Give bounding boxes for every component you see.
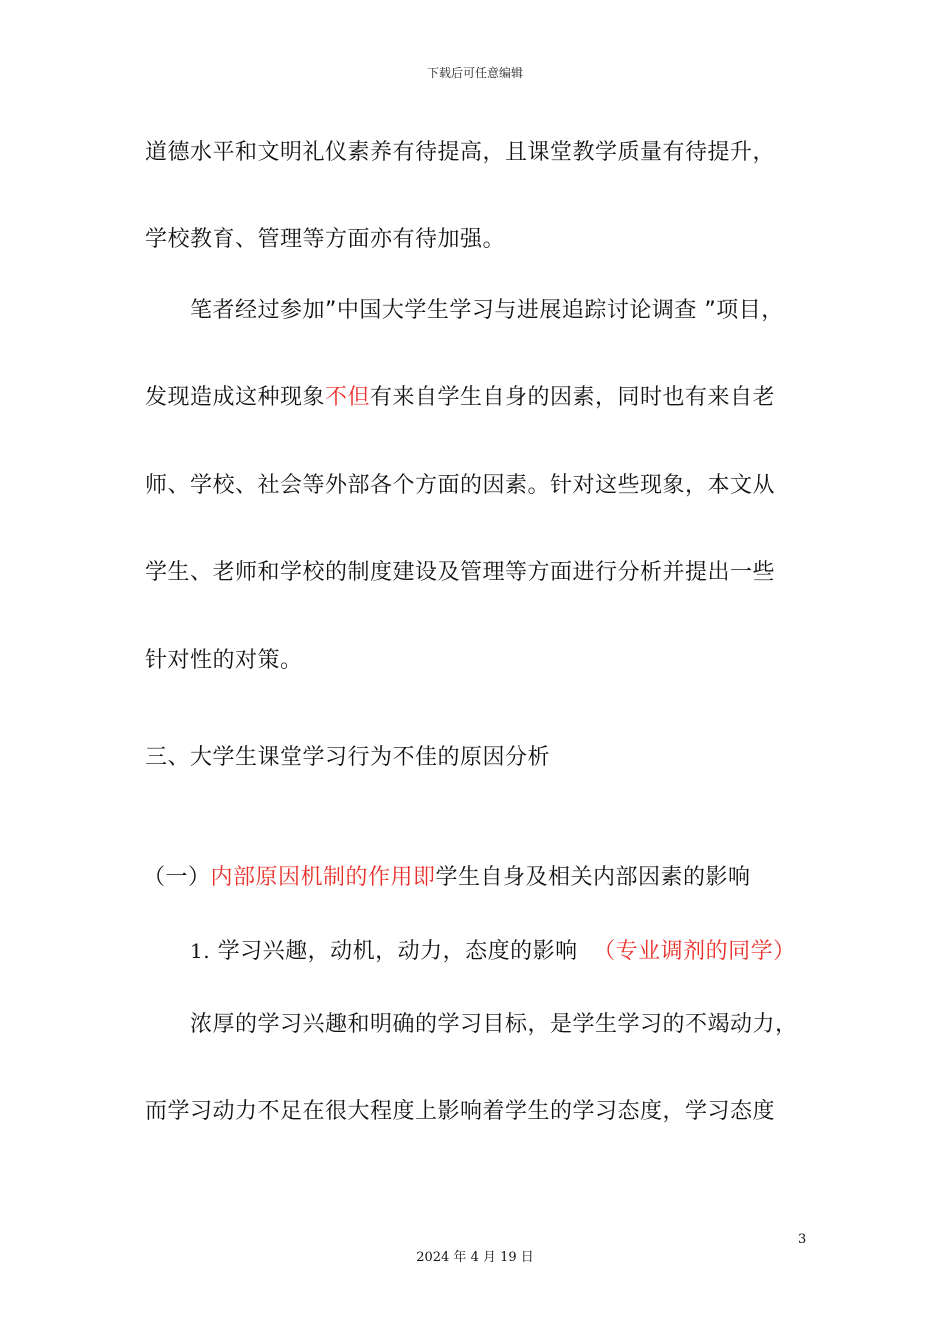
body-line-3: 笔者经过参加”中国大学生学习与进展追踪讨论调查 ”项目， bbox=[190, 298, 784, 323]
body-line-2: 学校教育、管理等方面亦有待加强。 bbox=[145, 227, 506, 252]
para2-line-2: 而学习动力不足在很大程度上影响着学生的学习态度，学习态度 bbox=[145, 1099, 776, 1124]
section-heading-3: 三、大学生课堂学习行为不佳的原因分析 bbox=[145, 745, 551, 770]
subsection-prefix: （一） bbox=[143, 865, 211, 890]
item-text: 学习兴趣，动机，动力，态度的影响 bbox=[217, 939, 578, 964]
subsection-heading-1 bbox=[143, 863, 751, 893]
page-number: 3 bbox=[798, 1232, 807, 1247]
page-footer-date: 2024 年 4 月 19 日 bbox=[416, 1250, 534, 1265]
body-line-4-start: 发现造成这种现象 bbox=[145, 385, 326, 410]
item-heading-1 bbox=[190, 936, 796, 967]
page-header: 下载后可任意编辑 bbox=[426, 66, 523, 80]
highlight-text: 不但 bbox=[325, 385, 371, 410]
body-line-7: 针对性的对策。 bbox=[145, 648, 303, 673]
body-line-4-end: 有来自学生自身的因素，同时也有来自老 bbox=[370, 385, 776, 410]
body-line-4 bbox=[145, 383, 775, 413]
item-note: （专业调剂的同学） bbox=[593, 939, 796, 964]
item-number: 1. bbox=[190, 939, 211, 963]
para2-line-1: 浓厚的学习兴趣和明确的学习目标，是学生学习的不竭动力， bbox=[190, 1012, 798, 1037]
body-line-1: 道德水平和文明礼仪素养有待提高，且课堂教学质量有待提升， bbox=[145, 140, 776, 165]
subsection-rest: 学生自身及相关内部因素的影响 bbox=[435, 865, 751, 890]
body-line-5: 师、学校、社会等外部各个方面的因素。针对这些现象，本文从 bbox=[145, 473, 776, 498]
subsection-highlight: 内部原因机制的作用即 bbox=[210, 865, 436, 890]
body-line-6: 学生、老师和学校的制度建设及管理等方面进行分析并提出一些 bbox=[145, 560, 776, 585]
